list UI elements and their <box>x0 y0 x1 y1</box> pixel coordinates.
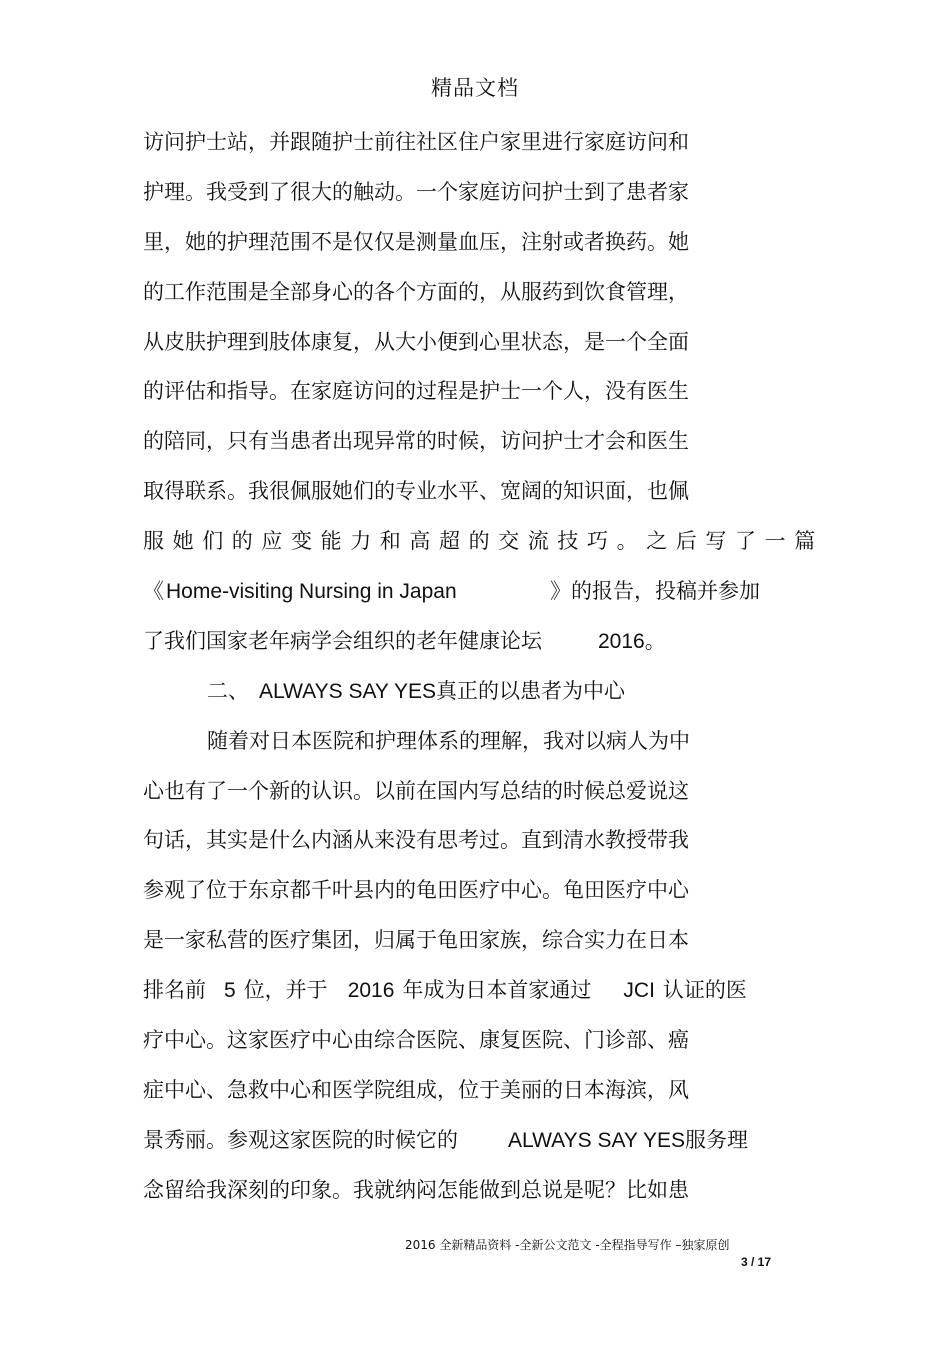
text-segment: 位，并于 <box>243 978 328 1003</box>
text-segment: 排名前 <box>143 978 206 1003</box>
page-header: 精品文档 <box>431 76 519 100</box>
text-line <box>143 922 813 972</box>
text-line <box>143 1072 813 1122</box>
text-line <box>143 274 813 324</box>
text-line <box>143 1022 813 1072</box>
text-line <box>143 872 813 922</box>
section-heading <box>143 673 813 723</box>
text-segment: 认证的医 <box>662 978 747 1003</box>
text-segment: 。 <box>644 628 666 653</box>
text-line <box>143 473 813 523</box>
text-line <box>143 723 813 773</box>
text-segment: 是一家私营的医疗集团，归属于龟田家族，综合实力在日本 <box>143 928 689 953</box>
section-slogan: ALWAYS SAY YES <box>259 679 437 703</box>
text-segment: 心也有了一个新的认识。以前在国内写总结的时候总爱说这 <box>143 778 689 803</box>
text-segment: 随着对日本医院和护理体系的理解，我对以病人为中 <box>207 728 690 753</box>
text-segment: 句话，其实是什么内涵从来没有思考过。直到清水教授带我 <box>143 828 689 853</box>
text-segment: 里，她的护理范围不是仅仅是测量血压，注射或者换药。她 <box>143 229 689 254</box>
text-segment: 服她们的应变能力和高超的交流技巧。之后写了一篇 <box>143 529 824 554</box>
text-segment: 的工作范围是全部身心的各个方面的，从服药到饮食管理， <box>143 279 689 304</box>
text-segment: 年成为日本首家通过 <box>402 978 592 1003</box>
certification-name: JCI <box>623 979 655 1003</box>
text-line <box>143 972 813 1022</box>
text-line <box>143 373 813 423</box>
text-line <box>143 174 813 224</box>
text-segment: 访问护士站，并跟随护士前往社区住户家里进行家庭访问和 <box>143 130 689 154</box>
page-number: 3 / 17 <box>741 1255 772 1269</box>
text-line <box>143 1172 813 1222</box>
text-segment: 参观了位于东京都千叶县内的龟田医疗中心。龟田医疗中心 <box>143 878 689 903</box>
service-slogan: ALWAYS SAY YES <box>508 1128 686 1152</box>
rank-value: 5 <box>224 979 236 1003</box>
text-line <box>143 1122 813 1172</box>
text-segment: 疗中心。这家医疗中心由综合医院、康复医院、门诊部、癌 <box>143 1028 689 1053</box>
footer-note: 2016 全新精品资料 -全新公文范文 -全程指导写作 –独家原创 <box>405 1238 730 1252</box>
text-segment: 《 <box>143 579 164 604</box>
text-segment: 念留给我深刻的印象。我就纳闷怎能做到总说是呢？比如患 <box>143 1177 689 1202</box>
text-line <box>143 822 813 872</box>
text-segment: 》的报告，投稿并参加 <box>550 579 760 604</box>
text-line <box>143 773 813 823</box>
text-segment: 症中心、急救中心和医学院组成，位于美丽的日本海滨，风 <box>143 1077 689 1102</box>
text-line <box>143 573 813 623</box>
text-line <box>143 623 813 673</box>
text-segment: 景秀丽。参观这家医院的时候它的 <box>143 1127 458 1152</box>
text-segment: 护理。我受到了很大的触动。一个家庭访问护士到了患者家 <box>143 179 689 204</box>
year-value: 2016 <box>598 629 645 653</box>
text-line <box>143 324 813 374</box>
document-body <box>143 124 824 1222</box>
section-number: 二、 <box>207 678 249 703</box>
text-segment: 了我们国家老年病学会组织的老年健康论坛 <box>143 628 542 653</box>
text-segment: 取得联系。我很佩服她们的专业水平、宽阔的知识面，也佩 <box>143 479 689 504</box>
text-segment: 的陪同，只有当患者出现异常的时候，访问护士才会和医生 <box>143 429 689 454</box>
report-title: Home-visiting Nursing in Japan <box>166 580 457 604</box>
text-line <box>143 423 813 473</box>
text-segment: 服务理 <box>685 1127 749 1152</box>
text-segment: 的评估和指导。在家庭访问的过程是护士一个人，没有医生 <box>143 379 689 404</box>
text-line <box>143 224 813 274</box>
text-segment: 从皮肤护理到肢体康复，从大小便到心里状态，是一个全面 <box>143 329 689 354</box>
text-line <box>143 124 813 174</box>
text-line <box>143 523 824 573</box>
year-value: 2016 <box>347 979 395 1003</box>
section-title: 真正的以患者为中心 <box>436 678 626 703</box>
